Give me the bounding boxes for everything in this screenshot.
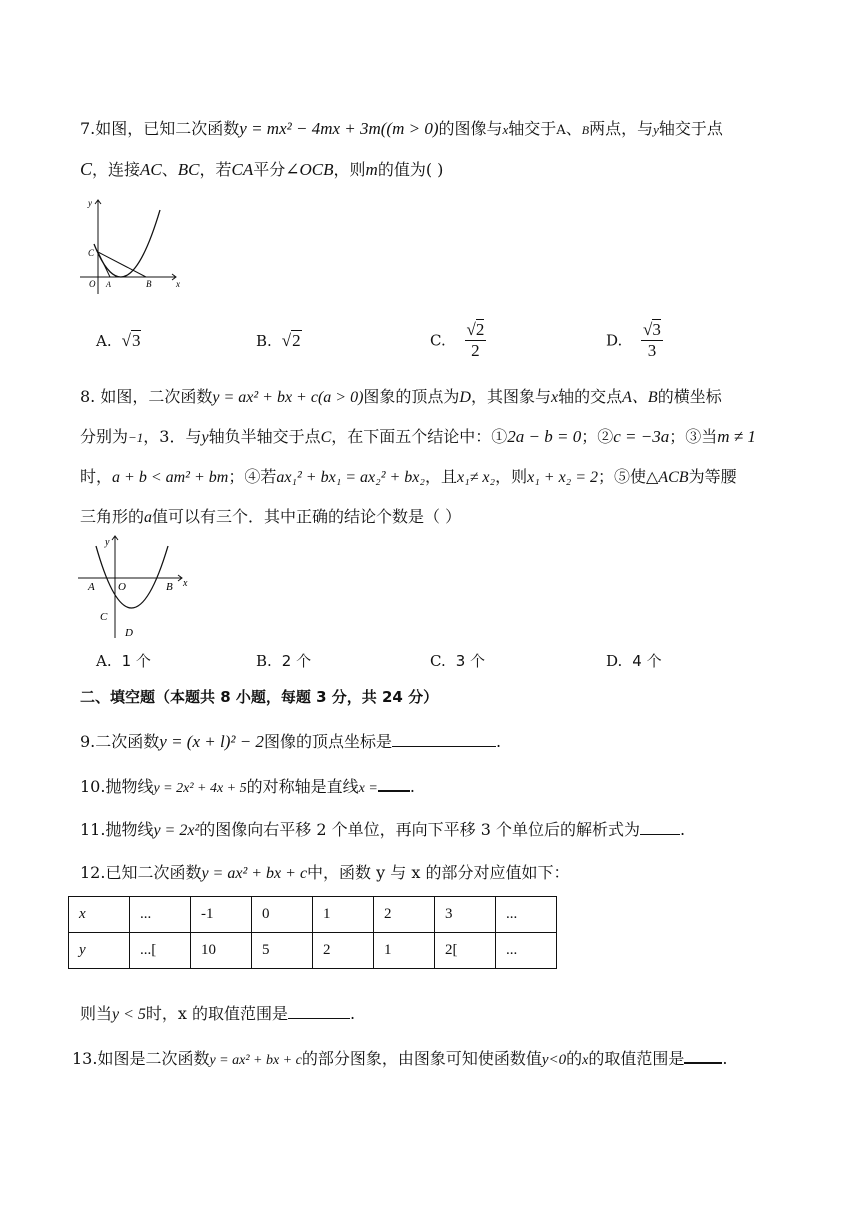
table-row: [69, 933, 557, 969]
q7-text: ，则: [333, 160, 366, 179]
q8-graph-y-label: y: [105, 537, 110, 548]
table-cell: x: [69, 897, 130, 933]
q8-text: 轴负半轴交于点: [208, 427, 321, 446]
table-cell: ...: [496, 897, 557, 933]
table-cell: 2: [374, 897, 435, 933]
q8-option-d-label: D.: [606, 652, 623, 670]
q8-conclusion-4: ax₁² + bx₁ = ax₂² + bx₂: [276, 469, 425, 486]
q7-text: ，连接: [92, 160, 141, 179]
q8-conclusion-2: c = −3a: [613, 427, 670, 446]
q10-text: 的对称轴是直线: [246, 777, 359, 796]
table-cell: 1: [313, 897, 374, 933]
q11-text: 的图像向右平移 2 个单位，再向下平移 3 个单位后的解析式为: [199, 820, 640, 839]
q7-angle: ∠OCB: [285, 160, 334, 179]
q7-text: 7.如图，已知二次函数: [80, 119, 240, 138]
table-cell: y: [69, 933, 130, 969]
q8-option-a[interactable]: [96, 650, 151, 672]
q8-graph-C-label: C: [100, 611, 108, 623]
q12-answer-blank[interactable]: [288, 1002, 350, 1019]
q8-text: 轴的交点: [558, 387, 623, 406]
q11-answer-blank[interactable]: [640, 818, 680, 835]
q8-text: ，在下面五个结论中：①: [331, 427, 508, 446]
q7-segment-CB: [98, 252, 146, 277]
q7-B: B: [581, 123, 590, 137]
q7-BC: BC: [177, 160, 200, 179]
table-cell: ...[: [130, 933, 191, 969]
q11-text: 11.抛物线: [80, 820, 154, 839]
q8-option-b[interactable]: [256, 650, 311, 672]
table-cell: 0: [252, 897, 313, 933]
q7-option-b[interactable]: [256, 330, 302, 352]
q8-text: 图象的顶点为: [363, 387, 460, 406]
q8-text: ；⑤使: [598, 467, 647, 486]
q7-m: m: [365, 160, 378, 179]
q12-value-table: [68, 896, 557, 969]
q9-text: 图像的顶点坐标是: [263, 732, 392, 751]
q8-text: ，则: [495, 467, 528, 486]
q8-graph-B-label: B: [166, 581, 173, 593]
q10-answer-blank[interactable]: [378, 774, 410, 792]
q7-formula: y = mx² − 4mx + 3m((m > 0): [239, 119, 439, 138]
q7-graph-A-label: A: [106, 280, 111, 289]
table-cell: 10: [191, 933, 252, 969]
table-cell: 1: [374, 933, 435, 969]
q8-graph-A-label: A: [88, 581, 95, 593]
q12-text: 12.已知二次函数: [80, 863, 202, 882]
q7-option-d-value: $\frac{√3}{3}$: [643, 320, 661, 360]
q7-text: 的值为( ): [377, 160, 444, 179]
q12-text: 中，函数 y 与 x 的部分对应值如下：: [307, 863, 570, 882]
table-cell: ...: [496, 933, 557, 969]
q8-conclusion-1: 2a − b = 0: [507, 427, 582, 446]
q9-formula: y = (x + l)² − 2: [159, 732, 264, 751]
q8-triangle: △ACB: [646, 469, 689, 486]
q7-text: 轴交于点: [658, 119, 723, 138]
q8-D: D: [459, 389, 471, 406]
q12-text: 则当: [80, 1004, 113, 1023]
q8-conclusion-4-cond: x₁≠ x₂: [456, 469, 496, 486]
q8-line2: [80, 426, 756, 449]
q8-graph-O-label: O: [118, 581, 126, 593]
table-cell: 2[: [435, 933, 496, 969]
table-cell: 2: [313, 933, 374, 969]
q8-text: 值可以有三个．其中正确的结论个数是（ ）: [152, 507, 462, 526]
table-cell: -1: [191, 897, 252, 933]
q8-conclusion-3: a + b < am² + bm: [112, 469, 229, 486]
q8-text: 时，: [80, 467, 113, 486]
q7-graph-C-label: C: [88, 248, 95, 258]
q7-line1: [80, 118, 723, 142]
q7-line2: [80, 158, 443, 181]
q8-graph-x-label: x: [183, 578, 188, 589]
q8-graph: [78, 532, 194, 640]
q8-C: C: [320, 429, 332, 446]
q7-option-b-label: B.: [256, 332, 272, 350]
q8-option-a-label: A.: [96, 652, 112, 670]
q8-text: ；④若: [228, 467, 277, 486]
table-cell: ...: [130, 897, 191, 933]
q8-text: ；②: [581, 427, 614, 446]
q8-line1: [80, 386, 722, 409]
q8-text: ，其图象与: [470, 387, 551, 406]
table-cell: 5: [252, 933, 313, 969]
q11-end: .: [679, 820, 686, 839]
q7-option-a[interactable]: [96, 330, 141, 352]
q9-end: .: [495, 732, 502, 751]
q8-x: x: [551, 389, 559, 406]
q7-C: C: [80, 159, 93, 179]
q9-answer-blank[interactable]: [392, 730, 496, 747]
q7-graph-O-label: O: [89, 279, 96, 289]
q7-x: x: [502, 122, 509, 137]
q7-graph: [80, 194, 190, 296]
q7-A: A: [556, 123, 566, 138]
q7-segment-CA: [98, 252, 110, 277]
q13-x: x: [582, 1053, 589, 1068]
q7-graph-B-label: B: [146, 279, 152, 289]
q8-option-c[interactable]: [430, 650, 485, 672]
q7-option-c-label: C.: [430, 331, 446, 350]
q7-text: 平分: [253, 160, 286, 179]
q13-text: 13.如图是二次函数: [72, 1049, 210, 1068]
q9-line: [80, 730, 501, 753]
q7-sep: 、: [565, 119, 582, 138]
q8-text: 8. 如图，二次函数: [80, 387, 213, 406]
q8-option-c-label: C.: [430, 652, 446, 670]
q7-option-d-label: D.: [606, 331, 623, 350]
q7-option-d[interactable]: [606, 320, 663, 361]
q8-option-b-value: 2 个: [281, 652, 312, 670]
q7-text: 的图像与: [438, 119, 503, 138]
q13-condition: y<0: [541, 1052, 567, 1068]
q12-end: .: [350, 1004, 356, 1023]
q7-CA: CA: [231, 160, 254, 179]
q13-line: [72, 1046, 728, 1072]
q8-graph-D-label: D: [125, 627, 133, 639]
q8-option-b-label: B.: [256, 652, 272, 670]
q7-option-c-value: $\frac{√2}{2}$: [466, 320, 485, 360]
q10-formula: y = 2x² + 4x + 5: [153, 781, 247, 796]
q8-text: ；③当: [669, 427, 718, 446]
q13-answer-blank[interactable]: [684, 1046, 722, 1064]
q12-condition: y < 5: [112, 1006, 146, 1023]
q8-line3: [80, 466, 737, 489]
q8-option-d-value: 4 个: [632, 652, 662, 670]
q8-text: 分别为: [80, 427, 129, 446]
q11-formula: y = 2x²: [153, 822, 200, 839]
q8-option-d[interactable]: [606, 650, 662, 672]
q8-text: 为等腰: [688, 467, 737, 486]
q7-option-c[interactable]: [430, 320, 486, 361]
q8-a: a: [144, 509, 153, 526]
q8-parabola: [96, 546, 168, 608]
q8-line4: [80, 506, 461, 529]
section-heading-fill-in: 二、填空题（本题共 8 小题，每题 3 分，共 24 分）: [80, 688, 439, 706]
q13-text: 的取值范围是: [588, 1049, 685, 1068]
q11-line: [80, 818, 685, 842]
q8-conclusion-3-cond: m ≠ 1: [717, 427, 756, 446]
q8-y: y: [201, 429, 209, 446]
q12-formula: y = ax² + bx + c: [201, 865, 308, 882]
q7-y: y: [653, 122, 659, 137]
q10-x-equals: x =: [358, 781, 378, 796]
q12-after-line: [80, 1002, 355, 1026]
table-row: [69, 897, 557, 933]
table-cell: 3: [435, 897, 496, 933]
q10-line: [80, 774, 415, 800]
q7-option-b-value: √2: [281, 331, 301, 350]
q7-graph-y-label: y: [88, 198, 92, 208]
q7-option-a-value: √3: [121, 331, 141, 350]
q7-text: 两点，与: [589, 119, 654, 138]
q13-end: .: [722, 1049, 728, 1068]
q13-formula: y = ax² + bx + c: [209, 1053, 302, 1068]
q8-text: ，3．与: [143, 427, 202, 446]
q7-sep: 、: [161, 160, 178, 179]
q9-text: 9.二次函数: [80, 732, 160, 751]
q8-text: 三角形的: [80, 507, 145, 526]
q7-graph-x-label: x: [176, 279, 180, 289]
q8-formula: y = ax² + bx + c(a > 0): [212, 389, 364, 406]
q7-text: ，若: [199, 160, 232, 179]
q13-text: 的: [566, 1049, 583, 1068]
q7-AC: AC: [140, 160, 162, 179]
q8-minus-one: −1: [128, 430, 144, 445]
q8-option-c-value: 3 个: [455, 652, 486, 670]
q8-option-a-value: 1 个: [121, 652, 151, 670]
q8-conclusion-4-result: x₁ + x₂ = 2: [527, 469, 599, 486]
q8-text: ，且: [424, 467, 457, 486]
q10-text: 10.抛物线: [80, 777, 154, 796]
q8-AB: A、B: [622, 389, 658, 406]
q12-text: 时，x 的取值范围是: [145, 1004, 289, 1023]
q8-text: 的横坐标: [657, 387, 722, 406]
q7-option-a-label: A.: [96, 332, 112, 350]
q10-end: .: [409, 777, 415, 796]
q12-line: [80, 862, 569, 885]
q7-text: 轴交于: [508, 119, 557, 138]
q13-text: 的部分图象，由图象可知使函数值: [301, 1049, 542, 1068]
